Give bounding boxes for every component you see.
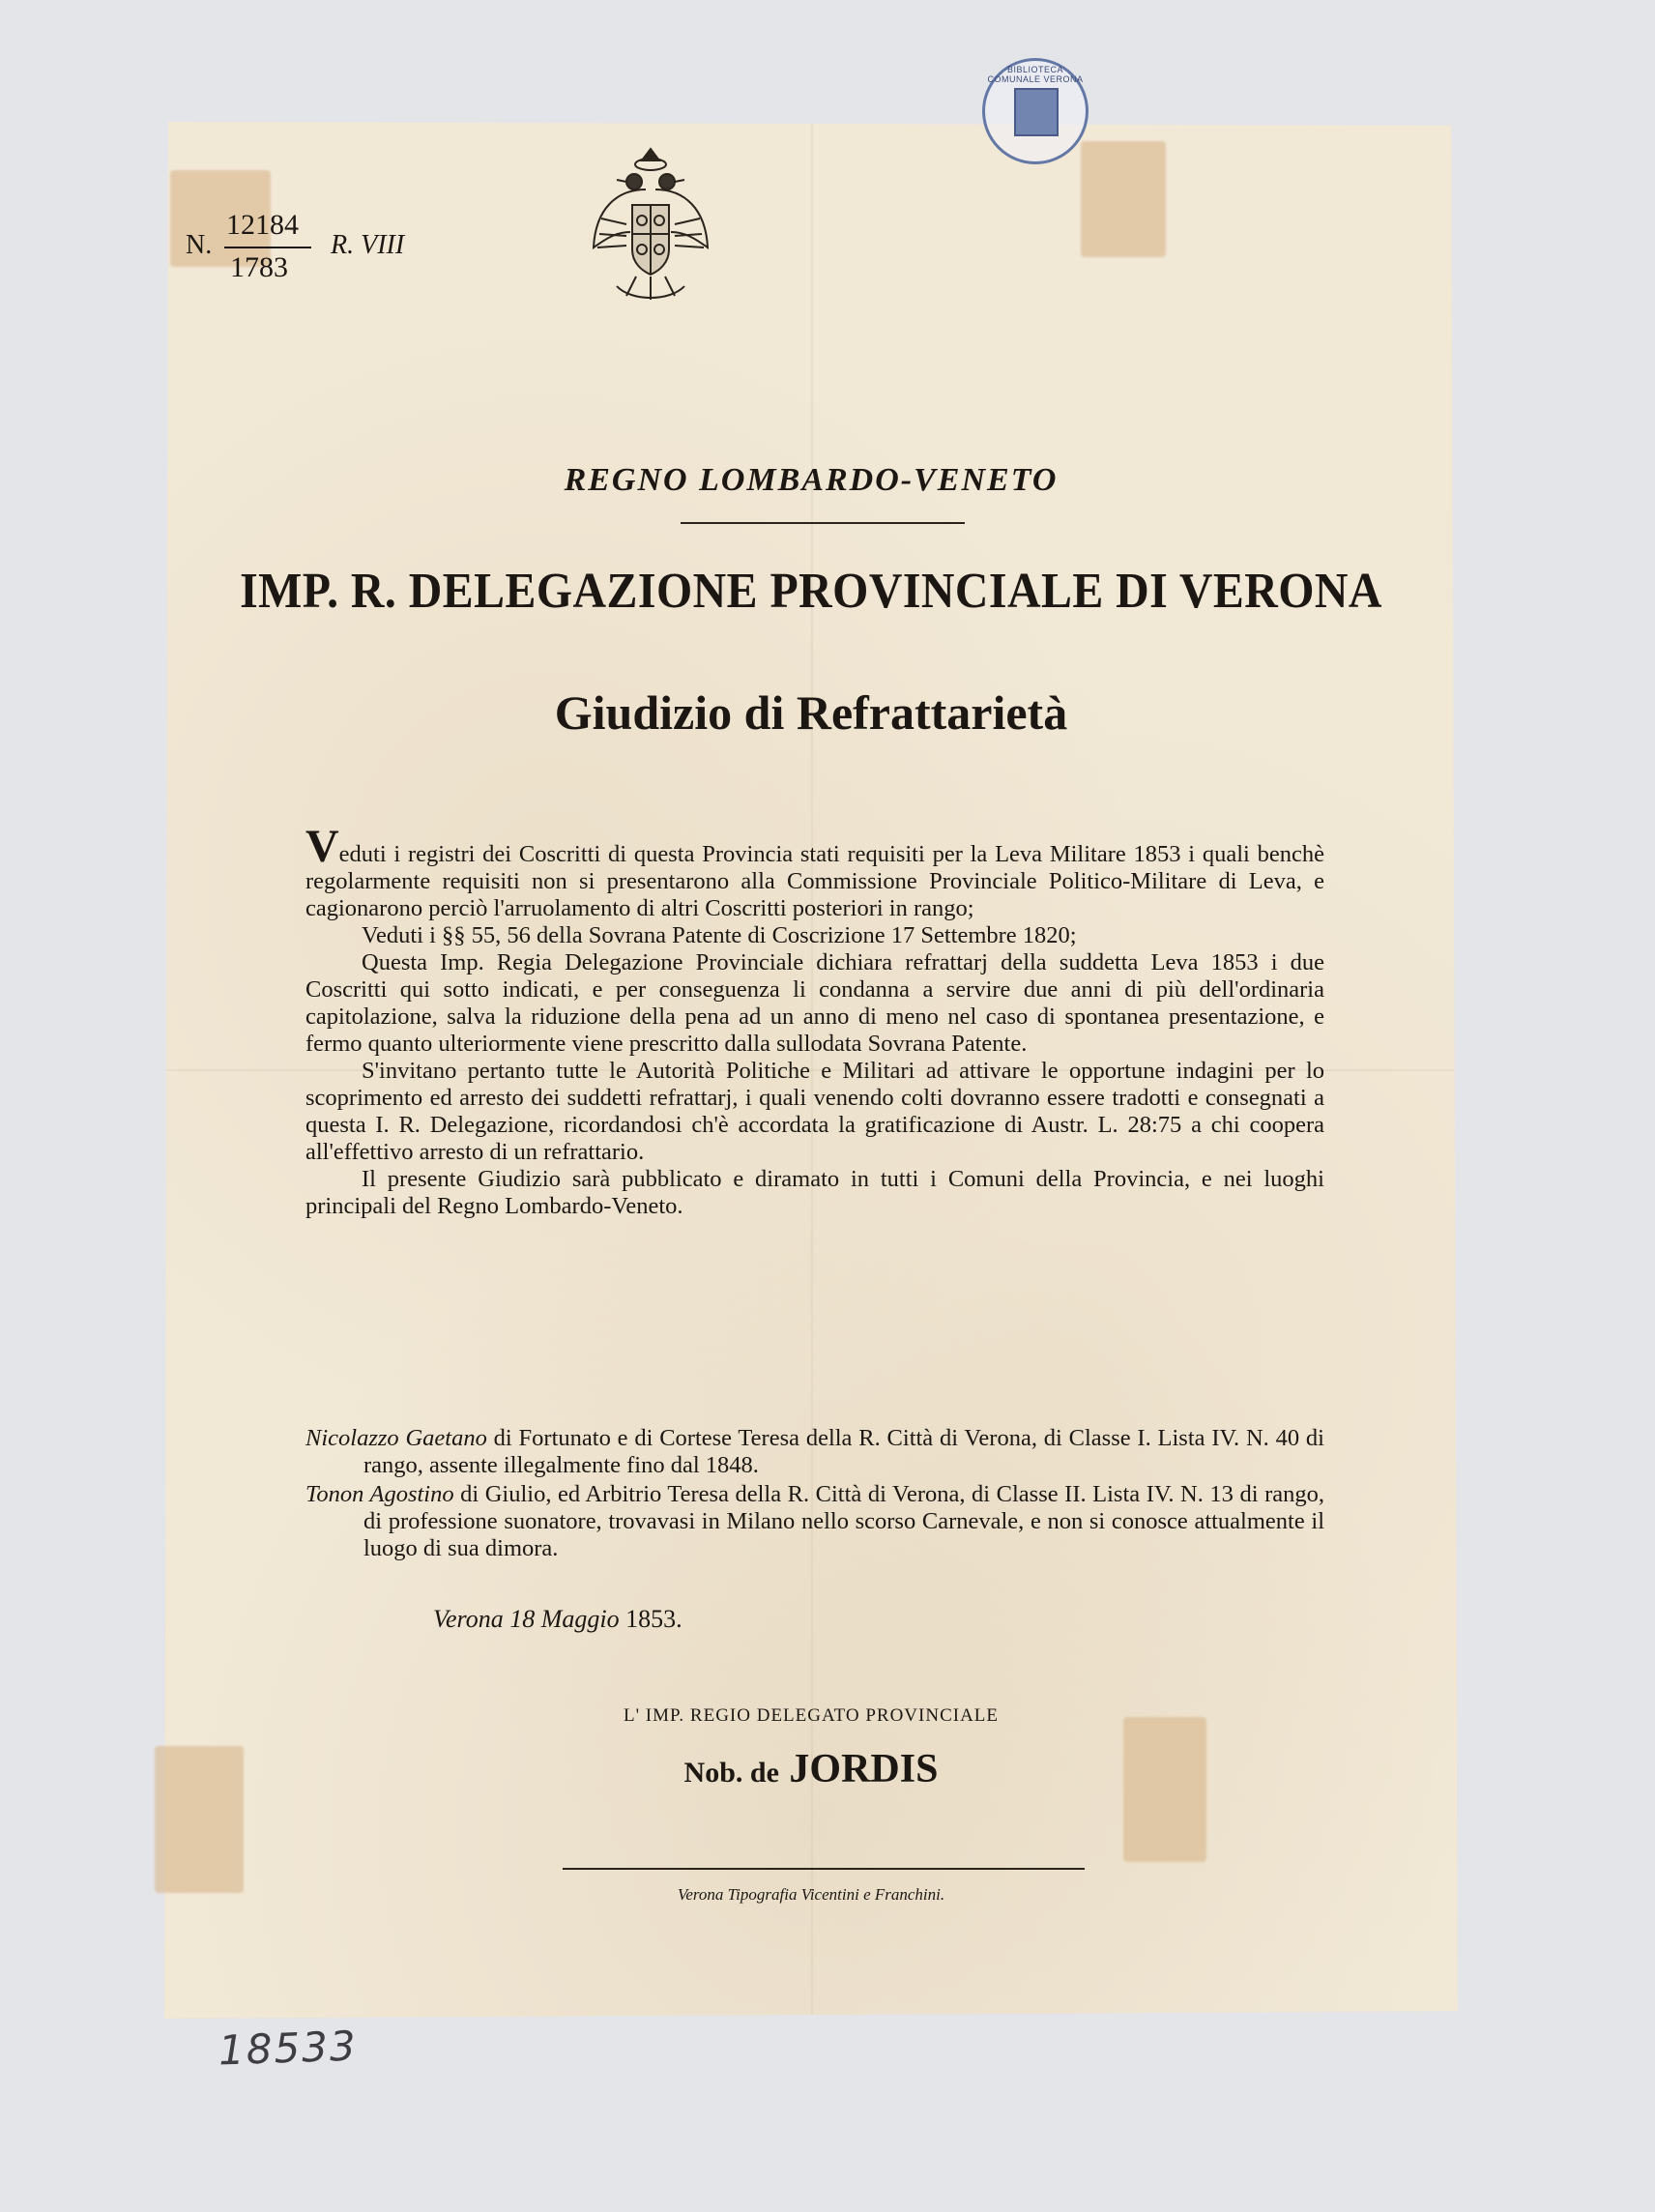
conscript-entry bbox=[305, 1425, 1324, 1479]
protocol-number bbox=[186, 203, 466, 284]
footer-divider bbox=[563, 1868, 1085, 1870]
paragraph-2: Veduti i §§ 55, 56 della Sovrana Patente di Coscrizione 17 Settembre 1820; bbox=[362, 922, 1077, 948]
conscripts-list bbox=[305, 1425, 1324, 1564]
conscript-name: Tonon Agostino bbox=[305, 1481, 454, 1507]
protocol-reference: R. VIII bbox=[331, 230, 405, 260]
paragraph-1 bbox=[305, 821, 1324, 922]
issue-date bbox=[433, 1605, 682, 1634]
drop-cap: V bbox=[305, 821, 339, 872]
glue-stain-top-right bbox=[1081, 141, 1166, 257]
fraction-rule bbox=[224, 247, 311, 248]
paragraph-3: Questa Imp. Regia Delegazione Provinciale dichiara refrattarj della suddetta Leva 1853 i due Coscritti qui sotto indicati, e per conseguenza li condanna a servire due anni di più dell'ordinaria capitolazione, salva la riduzione della pena ad un anno di meno nel caso di spontanea presentazione, e fermo quanto ulteriormente viene prescritto dalla sullodata Sovrana Patente. bbox=[305, 949, 1324, 1057]
paragraph-4: S'invitano pertanto tutte le Autorità Politiche e Militari ad attivare le opportune indagini per lo scoprimento ed arresto dei suddetti refrattarj, i quali venendo colti dovranno essere tradotti e consegnati a questa I. R. Delegazione, ricordandosi ch'è accordata la gratificazione di Austr. L. 28:75 a chi coopera all'effettivo arresto di un refrattario. bbox=[305, 1058, 1324, 1165]
signatory-prefix: Nob. de bbox=[683, 1757, 779, 1789]
signatory-surname: JORDIS bbox=[789, 1747, 939, 1791]
conscript-entry bbox=[305, 1481, 1324, 1562]
library-stamp bbox=[982, 58, 1089, 164]
body-text bbox=[305, 821, 1324, 1220]
protocol-denominator: 1783 bbox=[230, 251, 288, 283]
protocol-numerator: 12184 bbox=[226, 209, 299, 241]
kingdom-heading: REGNO LOMBARDO-VENETO bbox=[564, 462, 1059, 498]
paragraph-5: Il presente Giudizio sarà pubblicato e diramato in tutti i Comuni della Provincia, e nei luoghi principali del Regno Lombardo-Veneto. bbox=[305, 1166, 1324, 1219]
issue-year: 1853. bbox=[625, 1605, 682, 1633]
issue-place-date: Verona 18 Maggio bbox=[433, 1605, 620, 1633]
document-title: Giudizio di Refrattarietà bbox=[554, 685, 1068, 740]
signatory-name bbox=[164, 1746, 1458, 1792]
handwritten-inventory-number: 18533 bbox=[218, 2022, 359, 2075]
signatory-office: L' IMP. REGIO DELEGATO PROVINCIALE bbox=[623, 1705, 1000, 1726]
paragraph-1-text: eduti i registri dei Coscritti di questa Provincia stati requisiti per la Leva Militare 1853 i quali benchè regolarmente requisiti non si presentarono alla Commissione Provinciale Politico-Militare di Leva, e cagionarono perciò l'arruolamento di altri Coscritti posteriori in rango; bbox=[305, 841, 1324, 921]
protocol-prefix: N. bbox=[186, 230, 213, 260]
conscript-name: Nicolazzo Gaetano bbox=[305, 1425, 487, 1451]
library-stamp-text: BIBLIOTECA COMUNALE VERONA bbox=[987, 65, 1084, 84]
conscript-details: di Fortunato e di Cortese Teresa della R. Città di Verona, di Classe I. Lista IV. N. 40 di rango, assente illegalmente fino dal 1848. bbox=[363, 1425, 1324, 1478]
double-headed-eagle-icon bbox=[588, 141, 713, 306]
conscript-details: di Giulio, ed Arbitrio Teresa della R. Città di Verona, di Classe II. Lista IV. N. 13 di rango, di professione suonatore, trovavasi in Milano nello scorso Carnevale, e non si conosce attualmente il luogo di sua dimora. bbox=[363, 1481, 1324, 1561]
stamp-emblem-icon bbox=[1014, 88, 1059, 136]
authority-heading: IMP. R. DELEGAZIONE PROVINCIALE DI VERONA bbox=[240, 564, 1382, 619]
printer-imprint: Verona Tipografia Vicentini e Franchini. bbox=[677, 1885, 945, 1904]
heading-divider bbox=[681, 522, 965, 524]
